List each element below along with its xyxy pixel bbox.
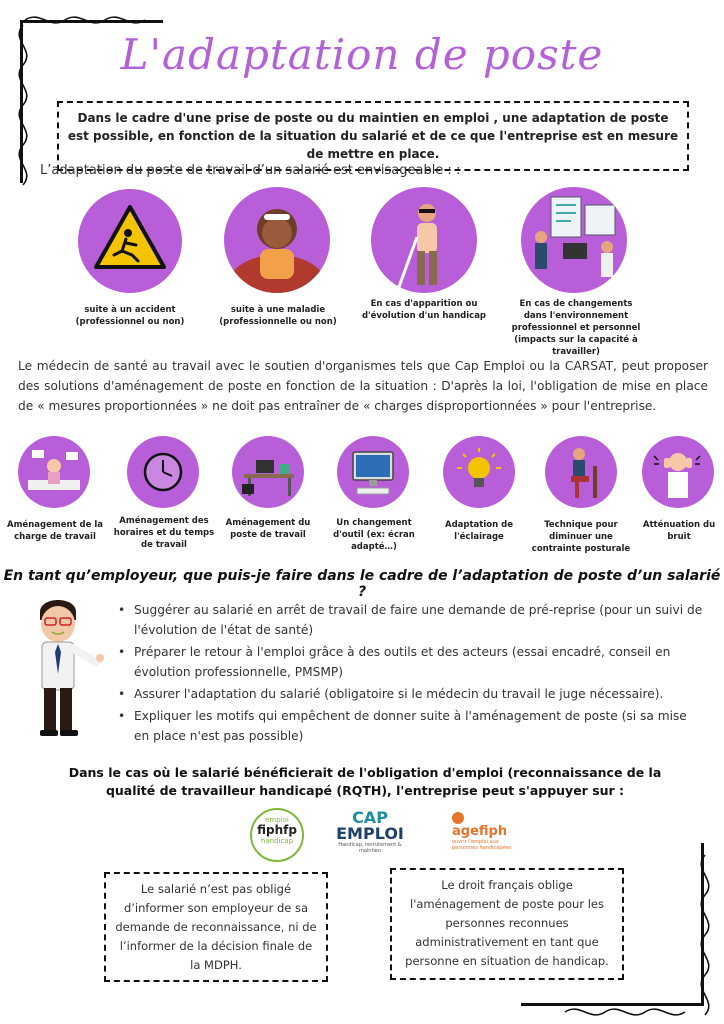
- intro-box: Dans le cadre d'une prise de poste ou du maintien en emploi , une adaptation de poste est possible, en fonction de la situation du salarié et de ce que l'entreprise est en mesure de mettre en place.: [57, 101, 689, 171]
- solution-caption: Aménagement du poste de travail: [225, 518, 311, 540]
- rqth-text: Dans le cas où le salarié bénéficierait de l'obligation d'emploi (reconnaissance de la qualité de travailleur handicapé (RQTH), l'entreprise peut s'appuyer sur :: [68, 765, 662, 798]
- solution-caption: Technique pour diminuer une contrainte posturale: [531, 520, 631, 554]
- fiphfp-logo-bottom: handicap: [260, 837, 294, 845]
- solution-workstation: [232, 436, 304, 508]
- solution-tool-change: [337, 436, 409, 508]
- situation-accident: [78, 189, 182, 293]
- situation-caption: En cas de changements dans l'environnement professionnel et personnel (impacts sur la capacité à travailler): [511, 299, 641, 357]
- employer-actions-list: [118, 600, 703, 748]
- swirl-ornament-icon: [560, 1000, 710, 1024]
- blind-person-cane-icon: [371, 187, 477, 293]
- situation-illness: [224, 187, 330, 293]
- solution-workload: [18, 436, 90, 508]
- workload-icon: [18, 436, 90, 508]
- computer-icon: [337, 436, 409, 508]
- fiphfp-logo: [250, 808, 304, 862]
- lightbulb-icon: [443, 436, 515, 508]
- fiphfp-logo-top: emploi: [265, 816, 289, 824]
- cap-emploi-line1: CAP: [352, 808, 388, 827]
- solution-noise: [642, 436, 714, 508]
- solution-caption: Adaptation de l'éclairage: [445, 520, 513, 542]
- employer-question: En tant qu’employeur, que puis-je faire dans le cadre de l’adaptation de poste d’un salarié ?: [3, 568, 721, 600]
- list-item: • Suggérer au salarié en arrêt de travail de faire une demande de pré-reprise (pour un suivi de l'évolution de l'état de santé): [118, 600, 703, 640]
- situation-caption: En cas d'apparition ou d'évolution d'un handicap: [361, 299, 487, 321]
- solution-posture: [545, 436, 617, 508]
- solution-caption: Aménagement de la charge de travail: [7, 520, 103, 542]
- clock-icon: [127, 436, 199, 508]
- page-title: L'adaptation de poste: [120, 30, 604, 79]
- situation-handicap: [371, 187, 477, 293]
- solution-schedule: [127, 436, 199, 508]
- solution-caption: Atténuation du bruit: [642, 520, 716, 542]
- agefiph-logo-main: agefiph: [452, 824, 508, 839]
- list-item: • Expliquer les motifs qui empêchent de donner suite à l'aménagement de poste (si sa mise en place n'est pas possible): [118, 706, 703, 746]
- employer-figure-icon: [14, 592, 110, 742]
- info-box-left: Le salarié n’est pas obligé d’informer son employeur de sa demande de reconnaissance, ni de l’informer de la décision finale de la MDPH.: [104, 872, 328, 982]
- solution-lighting: [443, 436, 515, 508]
- noise-ears-icon: [642, 436, 714, 508]
- cap-emploi-logo: [330, 810, 410, 854]
- info-box-right: Le droit français oblige l'aménagement de poste pour les personnes reconnues administrativement en tant que personne en situation de handicap.: [390, 868, 624, 980]
- agefiph-logo: [452, 812, 522, 851]
- solution-caption: Un changement d'outil (ex: écran adapté…): [333, 518, 415, 552]
- situation-environment-change: [521, 187, 627, 293]
- medecin-paragraph: Le médecin de santé au travail avec le soutien d'organismes tels que Cap Emploi ou la CARSAT, peut proposer des solutions d'aménagement de poste en fonction de la situation : D'après la loi, l'obligation de mise en place de « mesures proportionnées » ne doit pas entraîner de « charges disproportionnées » pour l'entreprise.: [18, 359, 708, 413]
- list-item: • Assurer l'adaptation du salarié (obligatoire si le médecin du travail le juge nécessaire).: [118, 684, 703, 704]
- cap-emploi-tagline: Handicap, recrutement & maintien: [338, 842, 402, 854]
- cap-emploi-line2: EMPLOI: [336, 824, 404, 843]
- list-item: • Préparer le retour à l'emploi grâce à des outils et des acteurs (essai encadré, conseil en évolution professionnelle, PMSMP): [118, 642, 703, 682]
- swirl-ornament-icon: [20, 8, 170, 32]
- sick-person-icon: [224, 187, 330, 293]
- situation-caption: suite à une maladie (professionnelle ou non): [219, 305, 337, 327]
- situation-caption: suite à un accident (professionnel ou non): [75, 305, 185, 327]
- agefiph-tagline: ouvrir l'emploi aux personnes handicapées: [452, 839, 512, 851]
- swirl-ornament-icon: [690, 850, 720, 1020]
- agefiph-dot-icon: [452, 812, 464, 824]
- fiphfp-logo-main: fiphfp: [257, 823, 297, 837]
- desk-icon: [232, 436, 304, 508]
- posture-chair-icon: [545, 436, 617, 508]
- office-environment-icon: [521, 187, 627, 293]
- warning-sign-icon: [78, 189, 182, 293]
- solution-caption: Aménagement des horaires et du temps de travail: [113, 516, 215, 550]
- envisage-label: L’adaptation du poste de travail d’un salarié est envisageable : :: [40, 163, 461, 178]
